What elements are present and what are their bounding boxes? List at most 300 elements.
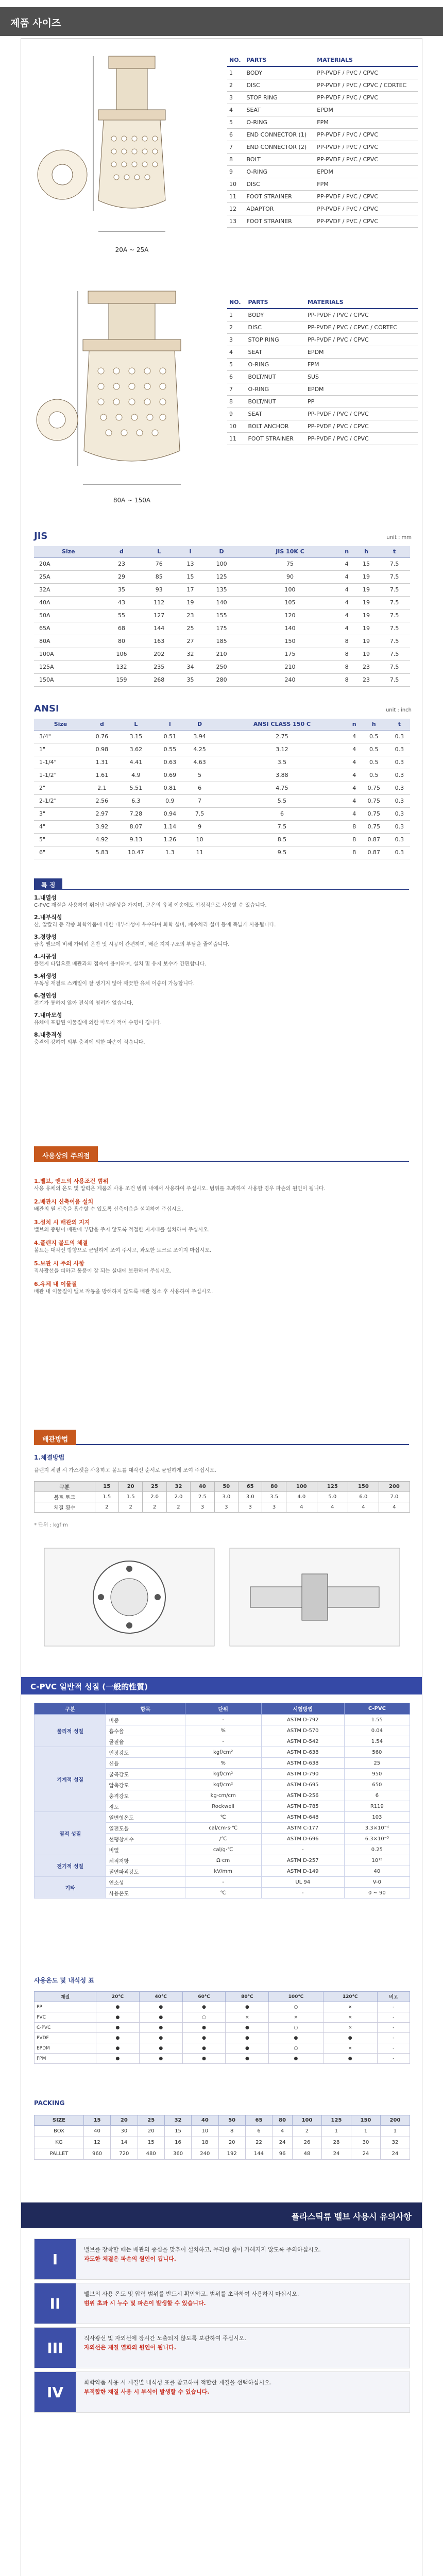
torque-cell: 체결 횟수 [35, 1502, 95, 1513]
torque-header: 20 [118, 1482, 142, 1492]
jis-cell: 8 [340, 635, 354, 648]
cpvc-cell: % [185, 1725, 261, 1736]
ansi-row [34, 769, 410, 782]
parts-lower-cell: PP-PVDF / PVC / CPVC [305, 432, 418, 445]
torque-cell: 3 [238, 1502, 262, 1513]
ansi-cell: 2" [34, 782, 87, 794]
chemical-header: 20℃ [96, 1992, 140, 2002]
caution-title: 3.설치 시 배관의 지지 [34, 1219, 90, 1226]
parts-lower-row [227, 321, 418, 333]
packing-cell: 24 [322, 2148, 351, 2160]
ansi-cell: 0.5 [359, 769, 389, 782]
ansi-cell: 7 [185, 794, 215, 807]
jis-cell: 23 [354, 673, 379, 686]
caution-desc: 배관 내 이물질이 밸브 작동을 방해하지 않도록 배관 청소 후 사용하여 주십시오. [34, 1289, 213, 1295]
connection-text: 플랜지 체결 시 가스켓을 사용하고 볼트를 대각선 순서로 균일하게 조여 주십시오. [34, 1468, 216, 1473]
ansi-cell: 3.94 [185, 730, 215, 743]
parts-lower-cell: PP-PVDF / PVC / CPVC [305, 420, 418, 432]
jis-row [34, 673, 410, 686]
torque-cell: 6.0 [348, 1492, 379, 1502]
packing-cell: 24 [380, 2148, 410, 2160]
ansi-cell: 6" [34, 846, 87, 859]
cpvc-cell: 0.25 [344, 1844, 410, 1855]
ansi-cell: 1.31 [87, 756, 117, 769]
cpvc-cell: ASTM D-695 [261, 1780, 344, 1790]
feature-desc: 무독성 재질로 스케일이 잘 생기지 않아 깨끗한 유체 이송이 가능합니다. [34, 981, 195, 987]
packing-header: SIZE [35, 2115, 84, 2126]
parts-upper-cell: FOOT STRAINER [244, 215, 315, 227]
parts-upper-cell: FPM [315, 178, 418, 190]
parts-upper-cell: 8 [227, 153, 244, 165]
jis-row [34, 622, 410, 635]
packing-row [35, 2148, 410, 2160]
cpvc-cell: 0.04 [344, 1725, 410, 1736]
cpvc-cell: - [261, 1888, 344, 1899]
jis-row [34, 609, 410, 622]
cpvc-cell: UL 94 [261, 1877, 344, 1888]
ansi-cell: 4 [349, 807, 359, 820]
caution-bar [34, 1146, 409, 1162]
parts-lower-header: MATERIALS [305, 296, 418, 309]
chemical-header: 120℃ [323, 1992, 377, 2002]
jis-cell: 13 [178, 557, 203, 570]
parts-upper-row [227, 178, 418, 190]
caution-desc: 사용 유체의 온도 및 압력은 제품의 사용 조건 범위 내에서 사용하여 주십시오. 범위를 초과하여 사용할 경우 파손의 원인이 됩니다. [34, 1186, 326, 1192]
torque-row [35, 1502, 410, 1513]
ansi-row [34, 756, 410, 769]
ansi-cell: 5" [34, 833, 87, 846]
chemical-row [35, 2043, 410, 2054]
parts-lower-cell: SEAT [246, 408, 305, 420]
ansi-header: l [155, 719, 185, 730]
jis-cell: 75 [241, 557, 340, 570]
parts-upper-cell: 6 [227, 128, 244, 141]
torque-cell: 1.5 [95, 1492, 118, 1502]
chemical-cell: - [377, 2043, 410, 2054]
chemical-row [35, 2023, 410, 2033]
parts-upper-cell: 13 [227, 215, 244, 227]
cpvc-cell: ASTM D-792 [261, 1715, 344, 1725]
torque-cell: 4 [348, 1502, 379, 1513]
chemical-cell: - [377, 2002, 410, 2012]
jis-cell: 15 [178, 570, 203, 583]
jis-cell: 25A [34, 570, 103, 583]
usage-note-text [76, 2239, 410, 2279]
cpvc-cell: 25 [344, 1758, 410, 1769]
jis-cell: 76 [140, 557, 178, 570]
parts-upper-cell: DISC [244, 79, 315, 91]
jis-row [34, 570, 410, 583]
feature-item [34, 952, 409, 968]
parts-upper-row [227, 116, 418, 128]
usage-note [34, 2327, 410, 2368]
jis-cell: 80 [103, 635, 141, 648]
jis-cell: 90 [241, 570, 340, 583]
packing-cell: 96 [272, 2148, 293, 2160]
cpvc-cell: 절연파괴강도 [106, 1866, 185, 1877]
chemical-header: 100℃ [269, 1992, 323, 2002]
torque-cell: 7.0 [379, 1492, 410, 1502]
jis-cell: 4 [340, 557, 354, 570]
jis-header: Size [34, 546, 103, 557]
parts-upper-cell: 7 [227, 141, 244, 153]
ansi-cell: 0.87 [359, 846, 389, 859]
parts-lower-cell: 1 [227, 309, 246, 321]
ansi-header: d [87, 719, 117, 730]
jis-cell: 175 [203, 622, 241, 635]
packing-cell: 8 [218, 2126, 245, 2137]
cpvc-cell: 560 [344, 1747, 410, 1758]
parts-lower-cell: PP [305, 395, 418, 408]
jis-cell: 106 [103, 648, 141, 660]
jis-cell: 19 [354, 648, 379, 660]
parts-lower-cell: BOLT/NUT [246, 395, 305, 408]
jis-cell: 210 [203, 648, 241, 660]
ansi-cell: 4 [349, 782, 359, 794]
parts-lower-cell: 10 [227, 420, 246, 432]
cpvc-header: C-PVC [344, 1703, 410, 1715]
feature-item [34, 991, 409, 1007]
drawing-label-small: 20A ~ 25A [115, 246, 149, 253]
jis-cell: 4 [340, 596, 354, 609]
caution-title: 2.배관시 신축이음 설치 [34, 1198, 94, 1205]
ansi-cell: 5.83 [87, 846, 117, 859]
feature-title: 8.내충격성 [34, 1031, 62, 1038]
feature-desc: 플랜지 타입으로 배관과의 접속이 용이하며, 설치 및 유지 보수가 간편합니다. [34, 961, 207, 967]
torque-cell: 3.0 [214, 1492, 238, 1502]
chemical-cell: ● [226, 2033, 269, 2043]
torque-cell: 4 [286, 1502, 317, 1513]
jis-cell: 27 [178, 635, 203, 648]
jis-cell: 105 [241, 596, 340, 609]
packing-cell: 26 [293, 2137, 322, 2148]
ansi-row [34, 782, 410, 794]
chemical-cell: ● [226, 2043, 269, 2054]
packing-cell: 4 [272, 2126, 293, 2137]
jis-header: h [354, 546, 379, 557]
ansi-cell: 0.3 [389, 833, 410, 846]
jis-cell: 20A [34, 557, 103, 570]
caution-section [34, 1172, 409, 1296]
jis-header: t [379, 546, 410, 557]
ansi-cell: 4 [349, 756, 359, 769]
jis-cell: 100 [203, 557, 241, 570]
torque-header: 125 [317, 1482, 348, 1492]
feature-title: 1.내열성 [34, 894, 57, 901]
ansi-cell: 3.92 [87, 820, 117, 833]
usage-note-warning: 자외선은 재질 열화의 원인이 됩니다. [84, 2344, 176, 2351]
parts-lower-cell: FOOT STRAINER [246, 432, 305, 445]
chemical-row [35, 2054, 410, 2064]
chemical-cell: - [377, 2012, 410, 2023]
ansi-cell: 3/4" [34, 730, 87, 743]
parts-upper-row [227, 202, 418, 215]
drawing-label-large: 80A ~ 150A [113, 497, 151, 504]
jis-cell: 4 [340, 609, 354, 622]
torque-header: 150 [348, 1482, 379, 1492]
parts-lower-cell: PP-PVDF / PVC / CPVC / CORTEC [305, 321, 418, 333]
ansi-cell: 10.47 [117, 846, 155, 859]
jis-header: JIS 10K C [241, 546, 340, 557]
cpvc-cell: cal/cm·s·℃ [185, 1823, 261, 1834]
packing-label: PACKING [34, 2099, 65, 2107]
chemical-row [35, 2002, 410, 2012]
jis-cell: 210 [241, 660, 340, 673]
packing-cell: 2 [293, 2126, 322, 2137]
chemical-cell: ● [96, 2043, 140, 2054]
jis-cell: 135 [203, 583, 241, 596]
jis-cell: 150 [241, 635, 340, 648]
cpvc-row [35, 1715, 410, 1725]
ansi-cell: 1.14 [155, 820, 185, 833]
caution-item [34, 1239, 409, 1255]
parts-upper-cell: BOLT [244, 153, 315, 165]
chemical-cell: ● [139, 2002, 182, 2012]
parts-lower-cell: PP-PVDF / PVC / CPVC [305, 408, 418, 420]
ansi-cell: 5.5 [214, 794, 349, 807]
jis-cell: 202 [140, 648, 178, 660]
parts-lower-row [227, 420, 418, 432]
torque-header: 200 [379, 1482, 410, 1492]
ansi-cell: 0.3 [389, 756, 410, 769]
jis-cell: 7.5 [379, 660, 410, 673]
jis-cell: 127 [140, 609, 178, 622]
jis-cell: 132 [103, 660, 141, 673]
usage-note-text [76, 2328, 410, 2368]
jis-cell: 25 [178, 622, 203, 635]
chemical-cell: - [377, 2033, 410, 2043]
cpvc-cell: ASTM C-177 [261, 1823, 344, 1834]
parts-upper-cell: BODY [244, 66, 315, 79]
ansi-cell: 0.75 [359, 782, 389, 794]
usage-note [34, 2371, 410, 2413]
cpvc-cell: kV/mm [185, 1866, 261, 1877]
jis-cell: 7.5 [379, 557, 410, 570]
ansi-cell: 8.07 [117, 820, 155, 833]
usage-note [34, 2283, 410, 2324]
chemical-cell: ○ [269, 2023, 323, 2033]
ansi-header: n [349, 719, 359, 730]
cpvc-cell: 체적저항 [106, 1855, 185, 1866]
packing-cell: 360 [164, 2148, 191, 2160]
caution-title: 5.보관 시 주의 사항 [34, 1260, 84, 1267]
cpvc-row [35, 1877, 410, 1888]
cpvc-header: 시험방법 [261, 1703, 344, 1715]
parts-upper-cell: PP-PVDF / PVC / CPVC [315, 141, 418, 153]
usage-note-warning: 범위 초과 시 누수 및 파손이 발생할 수 있습니다. [84, 2299, 206, 2307]
ansi-row [34, 846, 410, 859]
ansi-cell: 4 [349, 743, 359, 756]
ansi-cell: 0.76 [87, 730, 117, 743]
cpvc-group: 전기적 성질 [35, 1855, 106, 1877]
jis-cell: 19 [178, 596, 203, 609]
caution-title: 1.밸브, 앤드의 사용조건 범위 [34, 1178, 109, 1184]
jis-cell: 163 [140, 635, 178, 648]
jis-cell: 120 [241, 609, 340, 622]
chemical-cell: ● [139, 2043, 182, 2054]
ansi-cell: 0.3 [389, 743, 410, 756]
ansi-cell: 2.1 [87, 782, 117, 794]
cpvc-cell: 비열 [106, 1844, 185, 1855]
cpvc-group: 열적 성질 [35, 1812, 106, 1855]
ansi-cell: 2.75 [214, 730, 349, 743]
packing-header: 80 [272, 2115, 293, 2126]
packing-header: 40 [192, 2115, 218, 2126]
cpvc-cell: ASTM D-696 [261, 1834, 344, 1844]
ansi-cell: 8.5 [214, 833, 349, 846]
ansi-header: D [185, 719, 215, 730]
chemical-header: 재질 [35, 1992, 96, 2002]
parts-lower-header: PARTS [246, 296, 305, 309]
ansi-cell: 3.12 [214, 743, 349, 756]
torque-cell: 1.5 [118, 1492, 142, 1502]
ansi-cell: 0.5 [359, 730, 389, 743]
caution-label: 사용상의 주의점 [34, 1146, 98, 1162]
jis-row [34, 660, 410, 673]
cpvc-cell: ASTM D-638 [261, 1758, 344, 1769]
torque-cell: 4 [317, 1502, 348, 1513]
packing-cell: 6 [245, 2126, 272, 2137]
chemical-cell: - [377, 2054, 410, 2064]
torque-header: 65 [238, 1482, 262, 1492]
jis-cell: 19 [354, 609, 379, 622]
parts-lower-row [227, 383, 418, 395]
chemical-cell: × [323, 2023, 377, 2033]
feature-title: 3.경량성 [34, 934, 57, 940]
chemical-cell: ● [96, 2012, 140, 2023]
jis-title: JIS [34, 531, 48, 541]
ansi-cell: 0.94 [155, 807, 185, 820]
parts-upper-cell: PP-PVDF / PVC / CPVC [315, 66, 418, 79]
jis-cell: 17 [178, 583, 203, 596]
cpvc-band: C-PVC 일반적 성질 (一般的性質) [21, 1677, 422, 1694]
torque-cell: 2 [166, 1502, 190, 1513]
parts-upper-cell: O-RING [244, 116, 315, 128]
torque-cell: 2 [118, 1502, 142, 1513]
packing-cell: 1 [322, 2126, 351, 2137]
usage-note-number: I [35, 2239, 76, 2279]
parts-upper-cell: 1 [227, 66, 244, 79]
torque-cell: 3.0 [238, 1492, 262, 1502]
caution-desc: 배관의 열 신축을 흡수할 수 있도록 신축이음을 설치하여 주십시오. [34, 1207, 183, 1212]
parts-lower-cell: SEAT [246, 346, 305, 358]
jis-header: D [203, 546, 241, 557]
jis-cell: 7.5 [379, 673, 410, 686]
packing-cell: 18 [192, 2137, 218, 2148]
jis-header: l [178, 546, 203, 557]
torque-header: 25 [143, 1482, 166, 1492]
jis-cell: 100 [241, 583, 340, 596]
chemical-header: 비고 [377, 1992, 410, 2002]
jis-row [34, 648, 410, 660]
cpvc-cell: 열전도율 [106, 1823, 185, 1834]
packing-table [34, 2115, 410, 2160]
usage-note-body: 직사광선 및 자외선에 장시간 노출되지 않도록 보관하여 주십시오. [84, 2335, 246, 2342]
parts-lower-cell: 2 [227, 321, 246, 333]
ansi-header: ANSI CLASS 150 C [214, 719, 349, 730]
chemical-cell: ● [323, 2054, 377, 2064]
jis-cell: 55 [103, 609, 141, 622]
ansi-cell: 4.92 [87, 833, 117, 846]
packing-cell: 720 [111, 2148, 138, 2160]
cpvc-cell: ASTM D-570 [261, 1725, 344, 1736]
parts-upper-cell: 11 [227, 190, 244, 202]
chemical-cell: ● [182, 2023, 226, 2033]
feature-title: 7.내마모성 [34, 1012, 62, 1019]
torque-row [35, 1492, 410, 1502]
parts-lower-cell: 8 [227, 395, 246, 408]
parts-upper-row [227, 141, 418, 153]
ansi-cell: 0.3 [389, 807, 410, 820]
ansi-cell: 0.5 [359, 756, 389, 769]
ansi-cell: 3" [34, 807, 87, 820]
jis-cell: 8 [340, 660, 354, 673]
torque-cell: 3.5 [262, 1492, 286, 1502]
jis-cell: 40A [34, 596, 103, 609]
parts-upper-header: PARTS [244, 54, 315, 66]
caution-item [34, 1177, 409, 1193]
packing-cell: 20 [138, 2126, 164, 2137]
cpvc-cell: 선팽창계수 [106, 1834, 185, 1844]
parts-upper-cell: EPDM [315, 104, 418, 116]
packing-cell: 20 [218, 2137, 245, 2148]
jis-cell: 32A [34, 583, 103, 596]
parts-lower-cell: FPM [305, 358, 418, 370]
parts-upper-row [227, 79, 418, 91]
jis-cell: 93 [140, 583, 178, 596]
jis-header: d [103, 546, 141, 557]
cpvc-cell: Ω·cm [185, 1855, 261, 1866]
parts-lower-row [227, 432, 418, 445]
packing-row [35, 2126, 410, 2137]
cpvc-row [35, 1812, 410, 1823]
chemical-cell: PVC [35, 2012, 96, 2023]
jis-cell: 250 [203, 660, 241, 673]
parts-lower-cell: EPDM [305, 346, 418, 358]
packing-cell: 1 [380, 2126, 410, 2137]
ansi-cell: 10 [185, 833, 215, 846]
cpvc-cell: - [185, 1736, 261, 1747]
parts-lower-cell: O-RING [246, 358, 305, 370]
features-section [34, 878, 409, 1046]
jis-cell: 23 [354, 660, 379, 673]
packing-cell: 24 [272, 2137, 293, 2148]
cpvc-cell: 40 [344, 1866, 410, 1877]
ansi-cell: 0.69 [155, 769, 185, 782]
packing-header: 25 [138, 2115, 164, 2126]
parts-upper-row [227, 128, 418, 141]
parts-upper-row [227, 91, 418, 104]
ansi-row [34, 833, 410, 846]
ansi-cell: 1.26 [155, 833, 185, 846]
cpvc-cell: - [261, 1844, 344, 1855]
chemical-cell: × [323, 2002, 377, 2012]
jis-cell: 35 [103, 583, 141, 596]
chemical-cell: ○ [269, 2002, 323, 2012]
parts-upper-cell: PP-PVDF / PVC / CPVC [315, 202, 418, 215]
packing-cell: 960 [83, 2148, 110, 2160]
parts-lower-cell: DISC [246, 321, 305, 333]
parts-lower-cell: 4 [227, 346, 246, 358]
parts-upper-cell: O-RING [244, 165, 315, 178]
ansi-header: L [117, 719, 155, 730]
chemical-cell: × [323, 2043, 377, 2054]
cpvc-cell: kg·cm/cm [185, 1790, 261, 1801]
parts-upper-cell: 3 [227, 91, 244, 104]
packing-cell: 192 [218, 2148, 245, 2160]
ansi-cell: 4 [349, 730, 359, 743]
ansi-cell: 0.75 [359, 794, 389, 807]
